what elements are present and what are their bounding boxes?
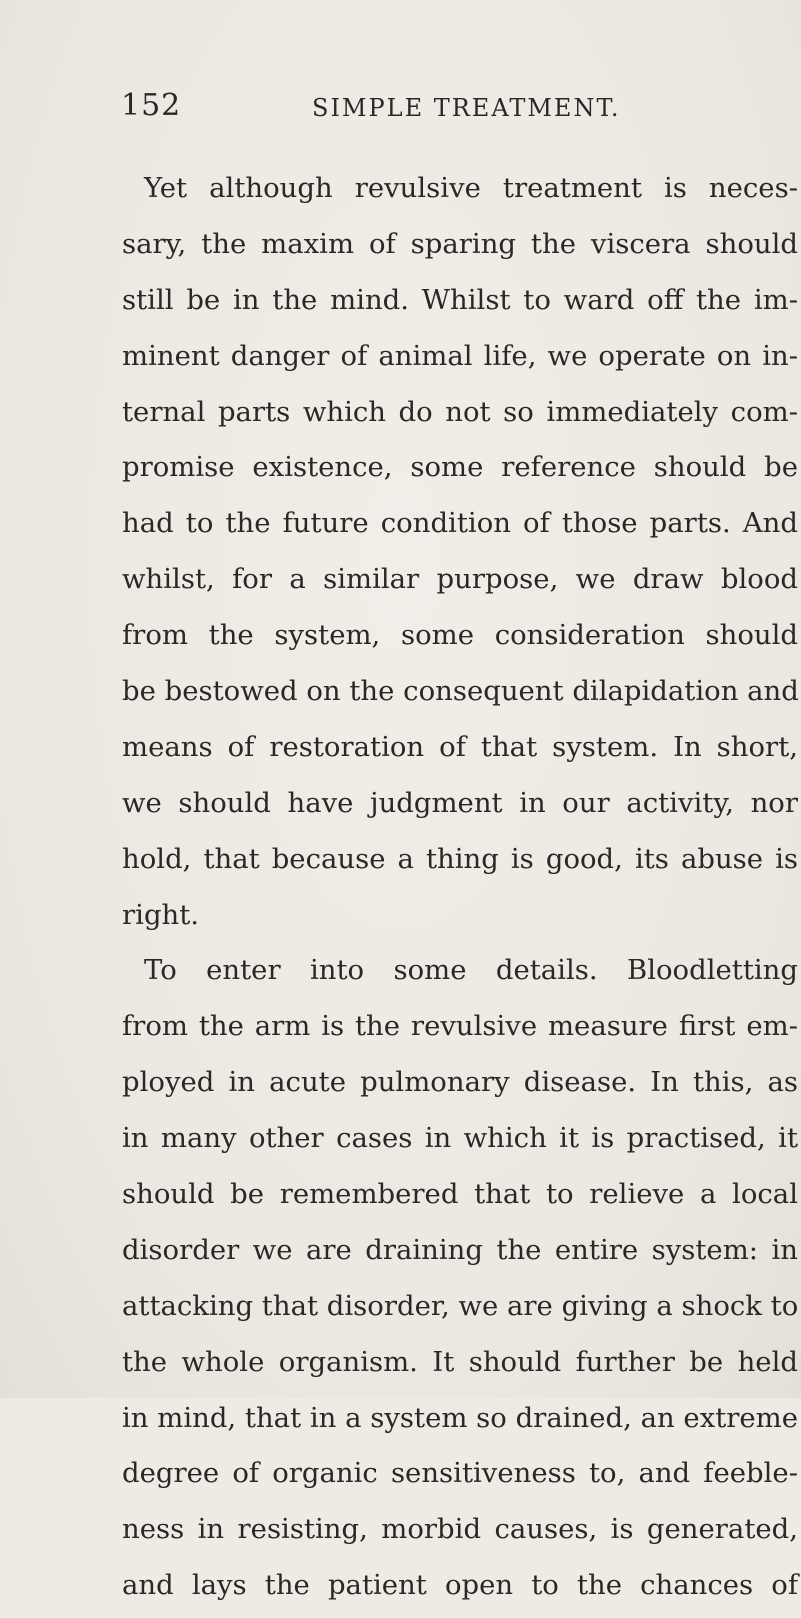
text-line: from the arm is the revulsive measure first em- xyxy=(122,1010,798,1043)
text-line: the whole organism. It should further be held xyxy=(122,1345,798,1378)
running-title: SIMPLE TREATMENT. xyxy=(312,94,621,122)
text-line: whilst, for a similar purpose, we draw blood xyxy=(122,563,798,596)
text-line: ployed in acute pulmonary disease. In this, as xyxy=(122,1066,798,1099)
text-line: disorder we are draining the entire system: in xyxy=(122,1233,798,1266)
text-line: in mind, that in a system so drained, an extreme xyxy=(122,1401,799,1434)
text-line: in many other cases in which it is practised, it xyxy=(122,1122,798,1155)
text-line: degree of organic sensitiveness to, and feeble- xyxy=(122,1457,798,1490)
text-line: had to the future condition of those parts. And xyxy=(122,507,798,540)
text-line: means of restoration of that system. In short, xyxy=(122,730,798,763)
text-line: Yet although revulsive treatment is neces- xyxy=(144,172,798,204)
page-number: 152 xyxy=(121,88,182,123)
text-line: be bestowed on the consequent dilapidation and xyxy=(122,675,799,708)
text-line: minent danger of animal life, we operate on in- xyxy=(122,339,798,372)
text-line: To enter into some details. Bloodletting xyxy=(144,954,798,987)
text-line: still be in the mind. Whilst to ward off the im- xyxy=(122,283,798,316)
text-line: should be remembered that to relieve a local xyxy=(122,1178,798,1211)
text-line: we should have judgment in our activity, nor xyxy=(122,786,798,819)
text-line: and lays the patient open to the chances of xyxy=(122,1569,798,1602)
text-line: promise existence, some reference should be xyxy=(122,451,798,484)
text-line: from the system, some consideration should xyxy=(122,619,798,652)
text-line: right. xyxy=(122,898,200,931)
text-line: sary, the maxim of sparing the viscera should xyxy=(122,227,798,260)
text-line: ternal parts which do not so immediately com- xyxy=(122,395,798,428)
text-line: ness in resisting, morbid causes, is generated, xyxy=(122,1513,798,1546)
body-text xyxy=(122,165,798,1618)
text-line: hold, that because a thing is good, its abuse is xyxy=(122,842,798,875)
text-line: attacking that disorder, we are giving a shock to xyxy=(122,1289,799,1322)
page-header xyxy=(0,86,801,126)
